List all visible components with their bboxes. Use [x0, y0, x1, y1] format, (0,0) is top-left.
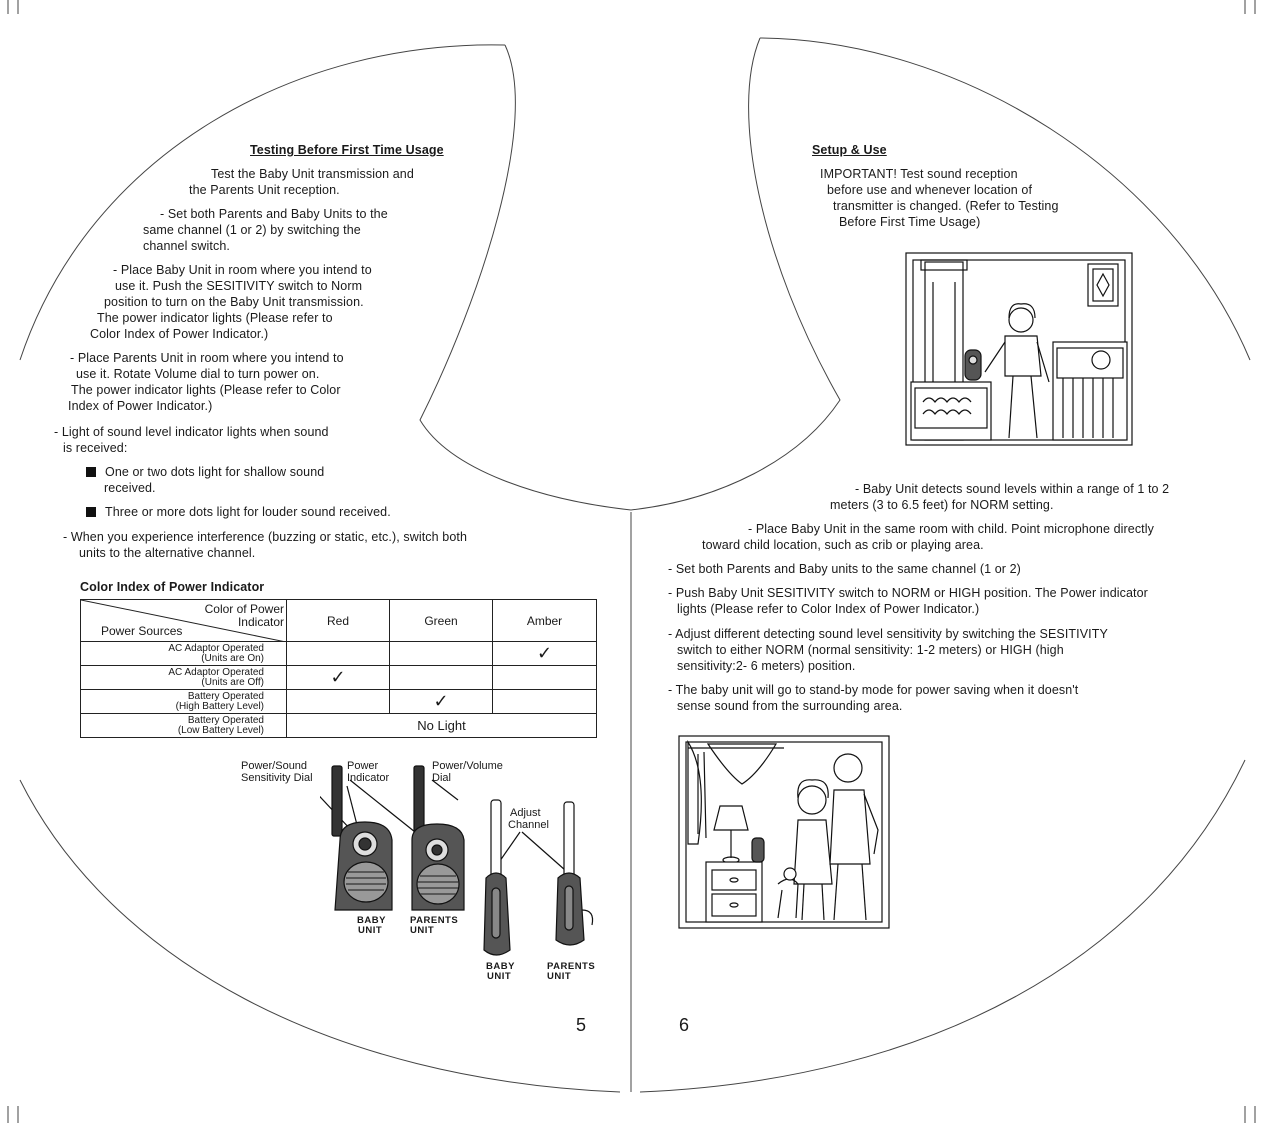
intro-line: before use and whenever location of: [827, 183, 1033, 197]
right-line: sense sound from the surrounding area.: [677, 699, 903, 713]
left-line: - Place Parents Unit in room where you intend to: [70, 351, 344, 365]
col-header-green: Green: [390, 600, 493, 642]
table-row: [81, 690, 597, 714]
table-title: Color Index of Power Indicator: [80, 580, 265, 594]
intro-line: Before First Time Usage): [839, 215, 981, 229]
left-line: - When you experience interference (buzzing or static, etc.), switch both: [63, 530, 468, 544]
right-line: - Push Baby Unit SESITIVITY switch to NORM or HIGH position. The Power indicator: [668, 586, 1148, 600]
label-channel: Channel: [508, 819, 549, 831]
right-line: - The baby unit will go to stand-by mode for power saving when it doesn't: [668, 683, 1079, 697]
parents-unit-side-label: PARENTS: [547, 961, 596, 972]
table-row: [81, 714, 597, 738]
right-line: meters (3 to 6.5 feet) for NORM setting.: [830, 498, 1054, 512]
parents-unit-side-label-2: UNIT: [547, 971, 572, 982]
source-cell: AC Adaptor Operated (Units are Off): [81, 666, 287, 690]
corner-top: Color of Power: [204, 602, 284, 616]
no-light-cell: No Light: [287, 714, 597, 738]
label-power-sound: Power/Sound: [241, 760, 308, 772]
check-icon: ✓: [287, 666, 390, 690]
right-line: - Baby Unit detects sound levels within a range of 1 to 2: [855, 482, 1170, 496]
left-line: use it. Push the SESITIVITY switch to Norm: [115, 279, 363, 293]
check-icon: ✓: [493, 642, 597, 666]
left-line: The power indicator lights (Please refer to Color: [71, 383, 341, 397]
bullet-text: One or two dots light for shallow sound: [105, 465, 325, 479]
parents-unit-label: PARENTS: [410, 915, 459, 926]
corner-bottom: Power Sources: [101, 624, 183, 638]
left-line: - Set both Parents and Baby Units to the: [160, 207, 388, 221]
nursery-illustration: [905, 252, 1133, 446]
left-line: - Light of sound level indicator lights when sound: [54, 425, 329, 439]
bullet-text: Three or more dots light for louder sound received.: [105, 505, 391, 519]
left-line: Test the Baby Unit transmission and: [211, 167, 414, 181]
right-line: switch to either NORM (normal sensitivity: 1-2 meters) or HIGH (high: [677, 643, 1064, 657]
left-line: position to turn on the Baby Unit transmission.: [104, 295, 364, 309]
table-row: [81, 642, 597, 666]
family-illustration: [678, 734, 890, 930]
left-line: units to the alternative channel.: [79, 546, 256, 560]
right-heading: Setup & Use: [812, 143, 887, 157]
right-line: toward child location, such as crib or playing area.: [702, 538, 984, 552]
label-indicator: Indicator: [347, 772, 390, 784]
left-line: is received:: [63, 441, 128, 455]
left-line: Color Index of Power Indicator.): [90, 327, 269, 341]
col-header-red: Red: [287, 600, 390, 642]
left-line: received.: [104, 481, 156, 495]
right-line: lights (Please refer to Color Index of Power Indicator.): [677, 602, 980, 616]
label-power: Power: [347, 760, 379, 772]
corner-mid: Indicator: [237, 615, 284, 629]
right-line: - Set both Parents and Baby units to the same channel (1 or 2): [668, 562, 1021, 576]
right-line: - Place Baby Unit in the same room with child. Point microphone directly: [748, 522, 1154, 536]
square-bullet-icon: [86, 467, 96, 477]
device-illustration: [320, 760, 610, 970]
left-line: same channel (1 or 2) by switching the: [143, 223, 361, 237]
left-line: channel switch.: [143, 239, 230, 253]
parents-unit-label-2: UNIT: [410, 925, 435, 936]
right-line: sensitivity:2- 6 meters) position.: [677, 659, 856, 673]
left-heading: Testing Before First Time Usage: [250, 143, 444, 157]
left-line: - Place Baby Unit in room where you intend to: [113, 263, 372, 277]
left-line: The power indicator lights (Please refer to: [97, 311, 333, 325]
baby-unit-label: BABY: [357, 915, 386, 926]
left-line: use it. Rotate Volume dial to turn power on.: [76, 367, 320, 381]
label-dial: Dial: [432, 772, 451, 784]
page-number-right: 6: [679, 1015, 690, 1035]
square-bullet-icon: [86, 507, 96, 517]
left-line: Index of Power Indicator.): [68, 399, 213, 413]
baby-unit-side-label-2: UNIT: [487, 971, 512, 982]
left-line: the Parents Unit reception.: [189, 183, 340, 197]
source-cell: AC Adaptor Operated (Units are On): [81, 642, 287, 666]
check-icon: ✓: [390, 690, 493, 714]
intro-line: IMPORTANT! Test sound reception: [820, 167, 1018, 181]
source-cell: Battery Operated (High Battery Level): [81, 690, 287, 714]
baby-unit-label-2: UNIT: [358, 925, 383, 936]
bullet-item: [86, 464, 324, 480]
col-header-amber: Amber: [493, 600, 597, 642]
bullet-item: [86, 504, 391, 520]
page-number-left: 5: [576, 1015, 587, 1035]
table-row: [81, 666, 597, 690]
source-cell: Battery Operated (Low Battery Level): [81, 714, 287, 738]
label-power-volume: Power/Volume: [432, 760, 503, 772]
right-line: - Adjust different detecting sound level sensitivity by switching the SESITIVITY: [668, 627, 1108, 641]
baby-unit-side-label: BABY: [486, 961, 515, 972]
color-index-table: [80, 599, 597, 738]
intro-line: transmitter is changed. (Refer to Testing: [833, 199, 1059, 213]
table-corner-cell: [81, 600, 287, 642]
label-adjust: Adjust: [510, 807, 541, 819]
label-sensitivity-dial: Sensitivity Dial: [241, 772, 313, 784]
